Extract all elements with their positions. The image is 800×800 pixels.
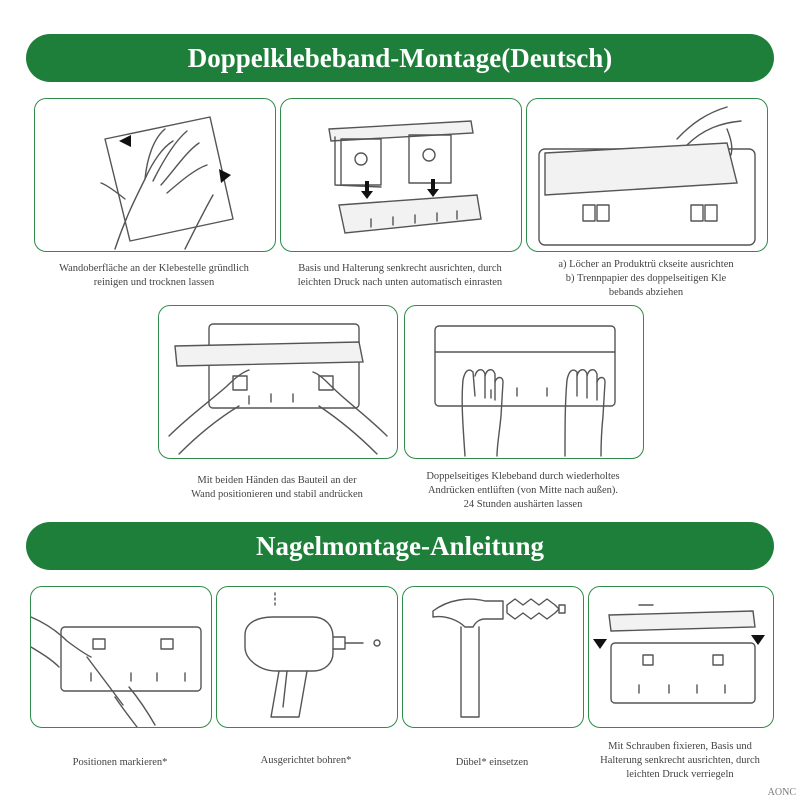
caption-line: Mit Schrauben fixieren, Basis und xyxy=(608,741,752,752)
caption-line: Doppelseitiges Klebeband durch wiederholtes xyxy=(426,471,620,482)
hammer-icon xyxy=(403,587,583,727)
step3-caption xyxy=(522,258,770,300)
step4-illustration-panel xyxy=(158,305,398,459)
caption-line: Positionen markieren* xyxy=(72,757,168,768)
watermark: AONC xyxy=(767,787,796,798)
cleaning-hand-illustration xyxy=(35,99,275,251)
nail-step4-caption xyxy=(584,740,776,782)
press-tape-illustration xyxy=(405,306,643,458)
nail-step3-illustration-panel xyxy=(402,586,584,728)
peel-tape-illustration xyxy=(527,99,767,251)
screw-lock-illustration xyxy=(589,587,773,727)
nail-step1-caption xyxy=(26,756,214,770)
caption-line: Basis und Halterung senkrecht ausrichten, durch xyxy=(298,263,502,274)
caption-line: a) Löcher an Produktrü ckseite ausrichten xyxy=(558,259,734,270)
step1-caption xyxy=(30,262,278,290)
step2-caption xyxy=(276,262,524,290)
nail-step3-caption xyxy=(398,756,586,770)
caption-line: bebands abziehen xyxy=(608,287,684,298)
step1-illustration-panel xyxy=(34,98,276,252)
step5-illustration-panel xyxy=(404,305,644,459)
step5-caption xyxy=(398,470,648,512)
caption-line: leichten Druck nach unten automatisch einrasten xyxy=(297,277,503,288)
caption-line: 24 Stunden aushärten lassen xyxy=(463,499,583,510)
caption-line: Andrücken entlüften (von Mitte nach außen). xyxy=(427,485,619,496)
caption-line: b) Trennpapier des doppelseitigen Kle xyxy=(565,273,727,284)
caption-line: reinigen und trocknen lassen xyxy=(93,277,215,288)
nail-step1-illustration-panel xyxy=(30,586,212,728)
nail-step2-caption xyxy=(212,754,400,768)
step4-caption xyxy=(150,474,404,502)
caption-line: Wandoberfläche an der Klebestelle gründlich xyxy=(59,263,249,274)
caption-line: Halterung senkrecht ausrichten, durch xyxy=(600,755,760,766)
mark-positions-illustration xyxy=(31,587,211,727)
section1-title: Doppelklebeband-Montage(Deutsch) xyxy=(187,42,613,73)
caption-line: Dübel* einsetzen xyxy=(455,757,529,768)
drill-icon xyxy=(217,587,397,727)
nail-step2-illustration-panel xyxy=(216,586,398,728)
section1-title-banner xyxy=(26,34,774,82)
caption-line: Ausgerichtet bohren* xyxy=(260,755,352,766)
step2-illustration-panel xyxy=(280,98,522,252)
caption-line: leichten Druck verriegeln xyxy=(626,769,734,780)
two-hands-position-illustration xyxy=(159,306,397,458)
base-holder-alignment-illustration xyxy=(281,99,521,251)
caption-line: Mit beiden Händen das Bauteil an der xyxy=(197,475,357,486)
nail-step4-illustration-panel xyxy=(588,586,774,728)
section2-title-banner xyxy=(26,522,774,570)
section2-title: Nagelmontage-Anleitung xyxy=(256,530,544,561)
caption-line: Wand positionieren und stabil andrücken xyxy=(191,489,363,500)
step3-illustration-panel xyxy=(526,98,768,252)
